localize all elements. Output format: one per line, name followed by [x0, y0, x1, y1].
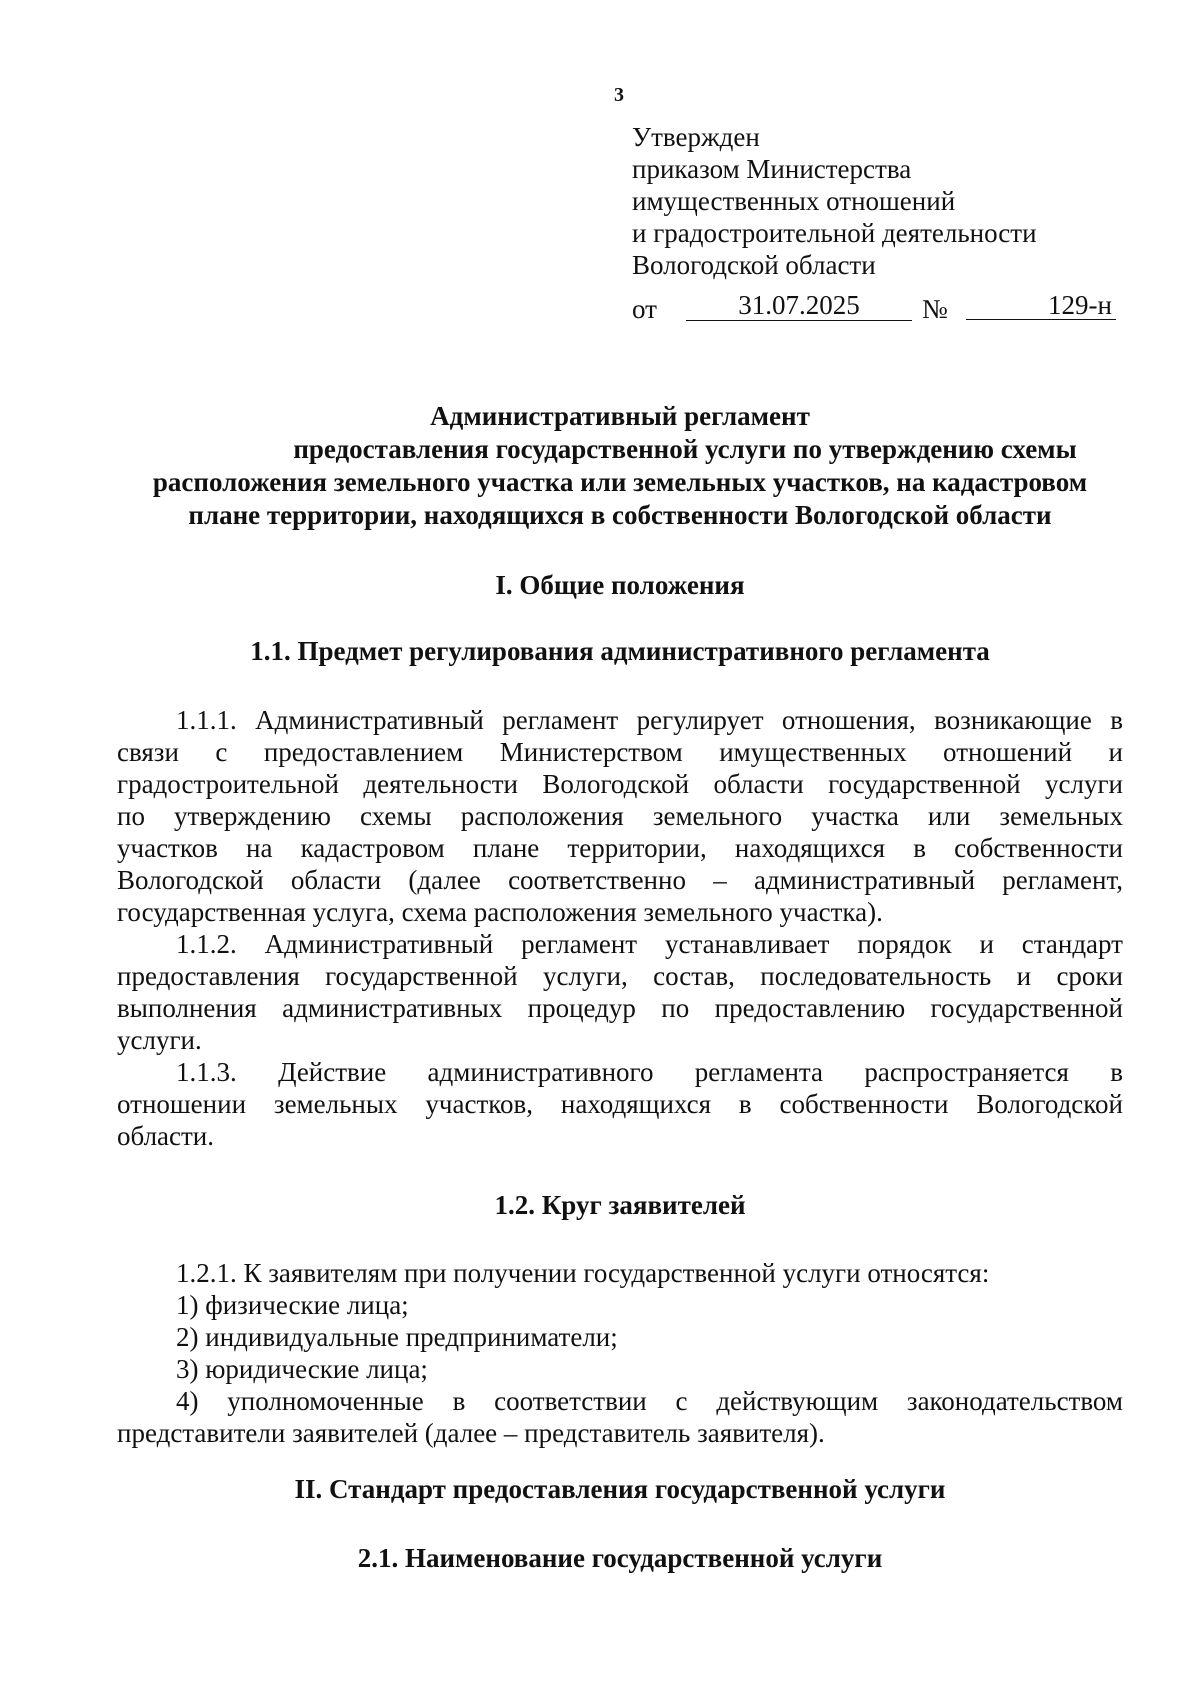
approval-line: имущественных отношений: [632, 186, 956, 216]
paragraph-line: выполнения административных процедур по предоставлению государственной: [117, 993, 1123, 1023]
paragraph-line: Вологодской области (далее соответственно – административный регламент,: [117, 865, 1123, 895]
applicants-list: [117, 1258, 1123, 1450]
paragraph-line: участков на кадастровом плане территории, находящихся в собственности: [117, 833, 1123, 863]
paragraph-line: области.: [117, 1121, 215, 1151]
subsection-heading: 1.2. Круг заявителей: [494, 1190, 746, 1220]
section-heading: I. Общие положения: [495, 570, 745, 600]
approval-stamp: [632, 122, 1132, 282]
paragraph-line: 1.1.3. Действие административного регламента распространяется в: [176, 1057, 1123, 1087]
approval-line: и градостроительной деятельности: [632, 218, 1037, 248]
subsection-heading: 1.1. Предмет регулирования административного регламента: [250, 636, 990, 666]
document-title: [120, 400, 1120, 532]
paragraph-1-1-1: [117, 705, 1123, 929]
paragraph-line: 1.1.2. Административный регламент устанавливает порядок и стандарт: [176, 929, 1123, 959]
title-line: плане территории, находящихся в собственности Вологодской области: [188, 500, 1052, 530]
title-line: предоставления государственной услуги по утверждению схемы: [293, 434, 1077, 464]
approval-line: Утвержден: [632, 122, 760, 152]
order-date: 31.07.2025: [686, 290, 912, 321]
number-sign: №: [922, 294, 948, 324]
paragraph-line: 1.2.1. К заявителям при получении государственной услуги относятся:: [176, 1258, 990, 1288]
order-reference: [632, 290, 1132, 326]
paragraph-line: связи с предоставлением Министерством имущественных отношений и: [117, 737, 1123, 767]
paragraph-line: услуги.: [117, 1025, 202, 1055]
section-heading: II. Стандарт предоставления государственной услуги: [294, 1474, 946, 1504]
paragraph-line: отношении земельных участков, находящихся в собственности Вологодской: [117, 1089, 1123, 1119]
list-item: 4) уполномоченные в соответствии с действующим законодательством: [176, 1386, 1123, 1416]
subsection-heading: 2.1. Наименование государственной услуги: [357, 1543, 883, 1573]
list-item: 2) индивидуальные предприниматели;: [176, 1322, 618, 1352]
list-item: 3) юридические лица;: [176, 1354, 428, 1384]
list-item: 1) физические лица;: [176, 1290, 409, 1320]
paragraph-line: государственная услуга, схема расположения земельного участка).: [117, 897, 883, 927]
title-line: расположения земельного участка или земельных участков, на кадастровом: [152, 467, 1088, 497]
approval-line: Вологодской области: [632, 250, 876, 280]
list-item: представители заявителей (далее – представитель заявителя).: [117, 1418, 825, 1448]
title-line: Административный регламент: [430, 401, 810, 431]
order-number: 129-н: [966, 290, 1116, 320]
paragraph-line: предоставления государственной услуги, состав, последовательность и сроки: [117, 961, 1123, 991]
paragraph-1-1-3: [117, 1057, 1123, 1153]
paragraph-1-1-2: [117, 929, 1123, 1057]
paragraph-line: градостроительной деятельности Вологодской области государственной услуги: [117, 769, 1123, 799]
page-number: 3: [614, 84, 624, 106]
date-prefix: от: [632, 294, 657, 324]
approval-line: приказом Министерства: [632, 154, 912, 184]
paragraph-line: 1.1.1. Административный регламент регулирует отношения, возникающие в: [176, 705, 1123, 735]
paragraph-line: по утверждению схемы расположения земельного участка или земельных: [117, 801, 1123, 831]
